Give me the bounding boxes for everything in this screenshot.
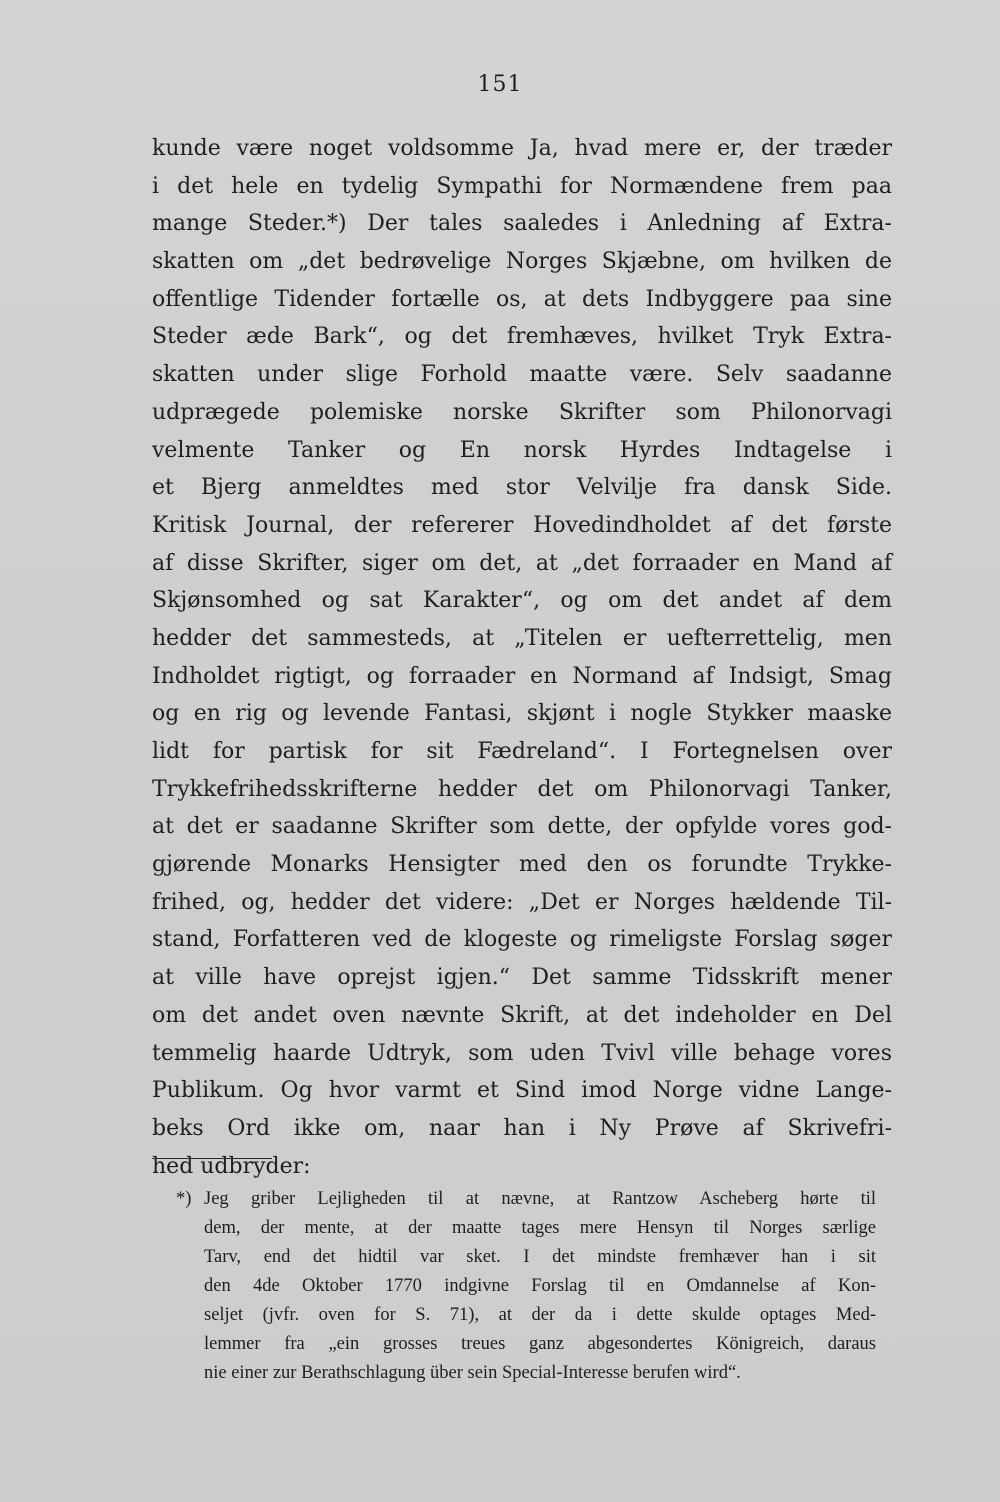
body-line: Indholdet rigtigt, og forraader en Normand af Indsigt, Smag	[152, 663, 892, 689]
footnote-divider	[152, 1158, 272, 1159]
footnote-line: lemmer fra „ein grosses treues ganz abgesondertes Königreich, daraus	[204, 1334, 876, 1354]
footnote-line: seljet (jvfr. oven for S. 71), at der da i dette skulde optages Med-	[204, 1305, 876, 1325]
footnote-line: den 4de Oktober 1770 indgivne Forslag til en Omdannelse af Kon-	[204, 1276, 876, 1296]
footnote	[176, 1185, 876, 1388]
body-line: Trykkefrihedsskrifterne hedder det om Philonorvagi Tanker,	[152, 776, 892, 802]
body-line: og en rig og levende Fantasi, skjønt i nogle Stykker maaske	[152, 701, 892, 727]
body-line: Kritisk Journal, der refererer Hovedindholdet af det første	[152, 512, 892, 538]
body-line: udprægede polemiske norske Skrifter som Philonorvagi	[152, 399, 892, 425]
body-line: hedder det sammesteds, at „Titelen er uefterrettelig, men	[152, 625, 892, 651]
footnote-marker: *)	[176, 1189, 192, 1209]
body-line: gjørende Monarks Hensigter med den os forundte Trykke-	[152, 852, 892, 878]
body-line: skatten under slige Forhold maatte være. Selv saadanne	[152, 362, 892, 388]
body-line: Skjønsomhed og sat Karakter“, og om det andet af dem	[152, 588, 892, 614]
footnote-line-text: Jeg griber Lejligheden til at nævne, at Rantzow Ascheberg hørte til	[204, 1189, 876, 1209]
footnote-line: dem, der mente, at der maatte tages mere Hensyn til Norges særlige	[204, 1218, 876, 1238]
body-line: at det er saadanne Skrifter som dette, der opfylde vores god-	[152, 814, 892, 840]
body-line: Publikum. Og hvor varmt et Sind imod Norge vidne Lange-	[152, 1078, 892, 1104]
body-line: skatten om „det bedrøvelige Norges Skjæbne, om hvilken de	[152, 249, 892, 275]
body-line: lidt for partisk for sit Fædreland“. I Fortegnelsen over	[152, 739, 892, 764]
body-line: offentlige Tidender fortælle os, at dets Indbyggere paa sine	[152, 286, 892, 312]
body-line: kunde være noget voldsomme Ja, hvad mere er, der træder	[152, 136, 892, 161]
page-number: 151	[477, 72, 523, 97]
body-line: velmente Tanker og En norsk Hyrdes Indtagelse i	[152, 437, 892, 463]
body-line: i det hele en tydelig Sympathi for Normændene frem paa	[152, 173, 892, 199]
body-line: hed udbryder:	[152, 1153, 311, 1179]
body-line: om det andet oven nævnte Skrift, at det indeholder en Del	[152, 1002, 892, 1028]
body-line: temmelig haarde Udtryk, som uden Tvivl ville behage vores	[152, 1040, 892, 1066]
body-text	[152, 130, 892, 1185]
body-line: beks Ord ikke om, naar han i Ny Prøve af Skrivefri-	[152, 1115, 892, 1141]
body-line: Steder æde Bark“, og det fremhæves, hvilket Tryk Extra-	[152, 324, 892, 350]
body-line: et Bjerg anmeldtes med stor Velvilje fra dansk Side.	[152, 475, 892, 501]
footnote-line: nie einer zur Berathschlagung über sein Special-Interesse berufen wird“.	[204, 1363, 741, 1383]
body-line: frihed, og, hedder det videre: „Det er Norges hældende Til-	[152, 889, 892, 915]
body-line: mange Steder.*) Der tales saaledes i Anledning af Extra-	[152, 211, 892, 237]
footnote-line: Tarv, end det hidtil var sket. I det mindste fremhæver han i sit	[204, 1247, 876, 1267]
body-line: stand, Forfatteren ved de klogeste og rimeligste Forslag søger	[152, 927, 892, 953]
body-line: af disse Skrifter, siger om det, at „det forraader en Mand af	[152, 550, 892, 576]
body-line: at ville have oprejst igjen.“ Det samme Tidsskrift mener	[152, 965, 892, 991]
footnote-line	[176, 1185, 876, 1214]
